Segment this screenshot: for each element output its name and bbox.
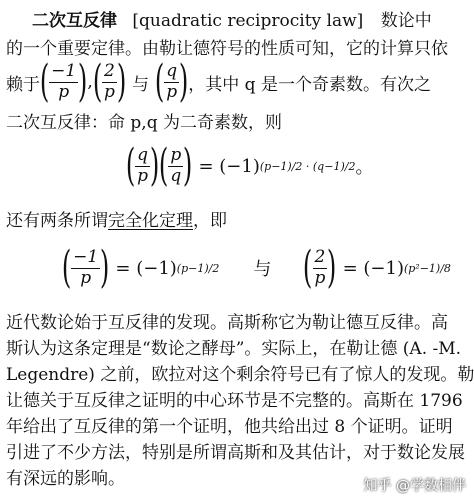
paren-left-icon: ( [61, 242, 72, 293]
line3-suffix: ，其中 q 是一个奇素数。有次之 [188, 74, 431, 95]
watermark: 知乎 @学数相伴 [363, 478, 466, 494]
formula1-rhs: = (−1) [198, 155, 260, 177]
supplement-line [6, 206, 227, 231]
symbol-minus1-over-p: $\frac{-1}{p}$ [73, 246, 99, 288]
para2-line: 让德关于互反律之证明的中心环节是不完整的。高斯在 1796 [6, 391, 463, 411]
formula1-end: 。 [355, 157, 374, 178]
paren-left-icon: ( [159, 140, 169, 191]
para1-line4: 二次互反律：命 p,q 为二奇素数，则 [6, 113, 282, 133]
formula1-exponent: (p−1)/2 · (q−1)/2 [259, 159, 356, 173]
paren-right-icon: ) [100, 242, 110, 293]
para2-line: 有深远的影响。 [6, 469, 125, 489]
para1-line2: 的一个重要定律。由勒让德符号的性质可知，它的计算只依 [6, 39, 448, 59]
para2-line: Legendre) 之前，欧拉对这个剩余符号已有了惊人的发现。勒 [6, 365, 474, 385]
supplement-formulas [62, 240, 451, 296]
paren-right-icon: ) [149, 140, 160, 191]
formula2-left-exp: (p−1)/2 [176, 261, 220, 275]
para2-line: 近代数论始于互反律的发现。高斯称它为勒让德互反律。高 [6, 313, 448, 333]
para2-line: 斯认为这条定理是“数论之酵母”。实际上，在勒让德 (A. -M. [6, 339, 462, 359]
paren-right-icon: ) [183, 140, 193, 191]
symbol-q-over-p: $\frac{q}{p}$ [166, 60, 178, 102]
symbol-q-over-p: $\frac{q}{p}$ [137, 144, 149, 186]
paren-right-icon: ) [116, 56, 127, 107]
paren-left-icon: ( [154, 56, 165, 107]
formula2-right-exp: (p²−1)/8 [403, 261, 451, 275]
supplement-prefix: 还有两条所谓 [6, 211, 108, 231]
term-chinese: 二次互反律 [32, 11, 117, 31]
paren-left-icon: ( [125, 140, 136, 191]
symbol-2-over-p: $\frac{2}{p}$ [314, 246, 326, 288]
line3-sep2: 与 [132, 74, 150, 95]
term-english: [quadratic reciprocity law] [132, 11, 364, 31]
line3-prefix: 赖于 [6, 74, 40, 95]
supplement-suffix: ，即 [193, 211, 227, 231]
paren-left-icon: ( [92, 56, 103, 107]
symbol-minus1-over-p: $\frac{-1}{p}$ [51, 60, 77, 102]
supplement-term: 完全化定理 [108, 211, 193, 231]
reciprocity-formula [126, 138, 373, 194]
heading-line [6, 6, 432, 31]
symbol-p-over-q: $\frac{p}{q}$ [170, 144, 182, 186]
para2-line: 引进了不少方法，特别是所谓高斯和及其估计，对于数论发展 [6, 443, 465, 463]
para1-line3 [6, 58, 431, 106]
paren-right-icon: ) [178, 56, 189, 107]
symbol-2-over-p: $\frac{2}{p}$ [103, 60, 115, 102]
paren-left-icon: ( [39, 56, 50, 107]
formula2-right-rhs: = (−1) [342, 257, 404, 279]
paren-right-icon: ) [78, 56, 88, 107]
formula2-connector: 与 [253, 259, 272, 280]
para2-line: 年给出了互反律的第一个证明，他共给出过 8 个证明。证明 [6, 417, 453, 437]
heading-tail: 数论中 [380, 11, 432, 31]
paren-right-icon: ) [327, 242, 337, 293]
line3-sep1: , [87, 72, 93, 92]
paren-left-icon: ( [303, 242, 313, 293]
formula2-left-rhs: = (−1) [115, 257, 177, 279]
